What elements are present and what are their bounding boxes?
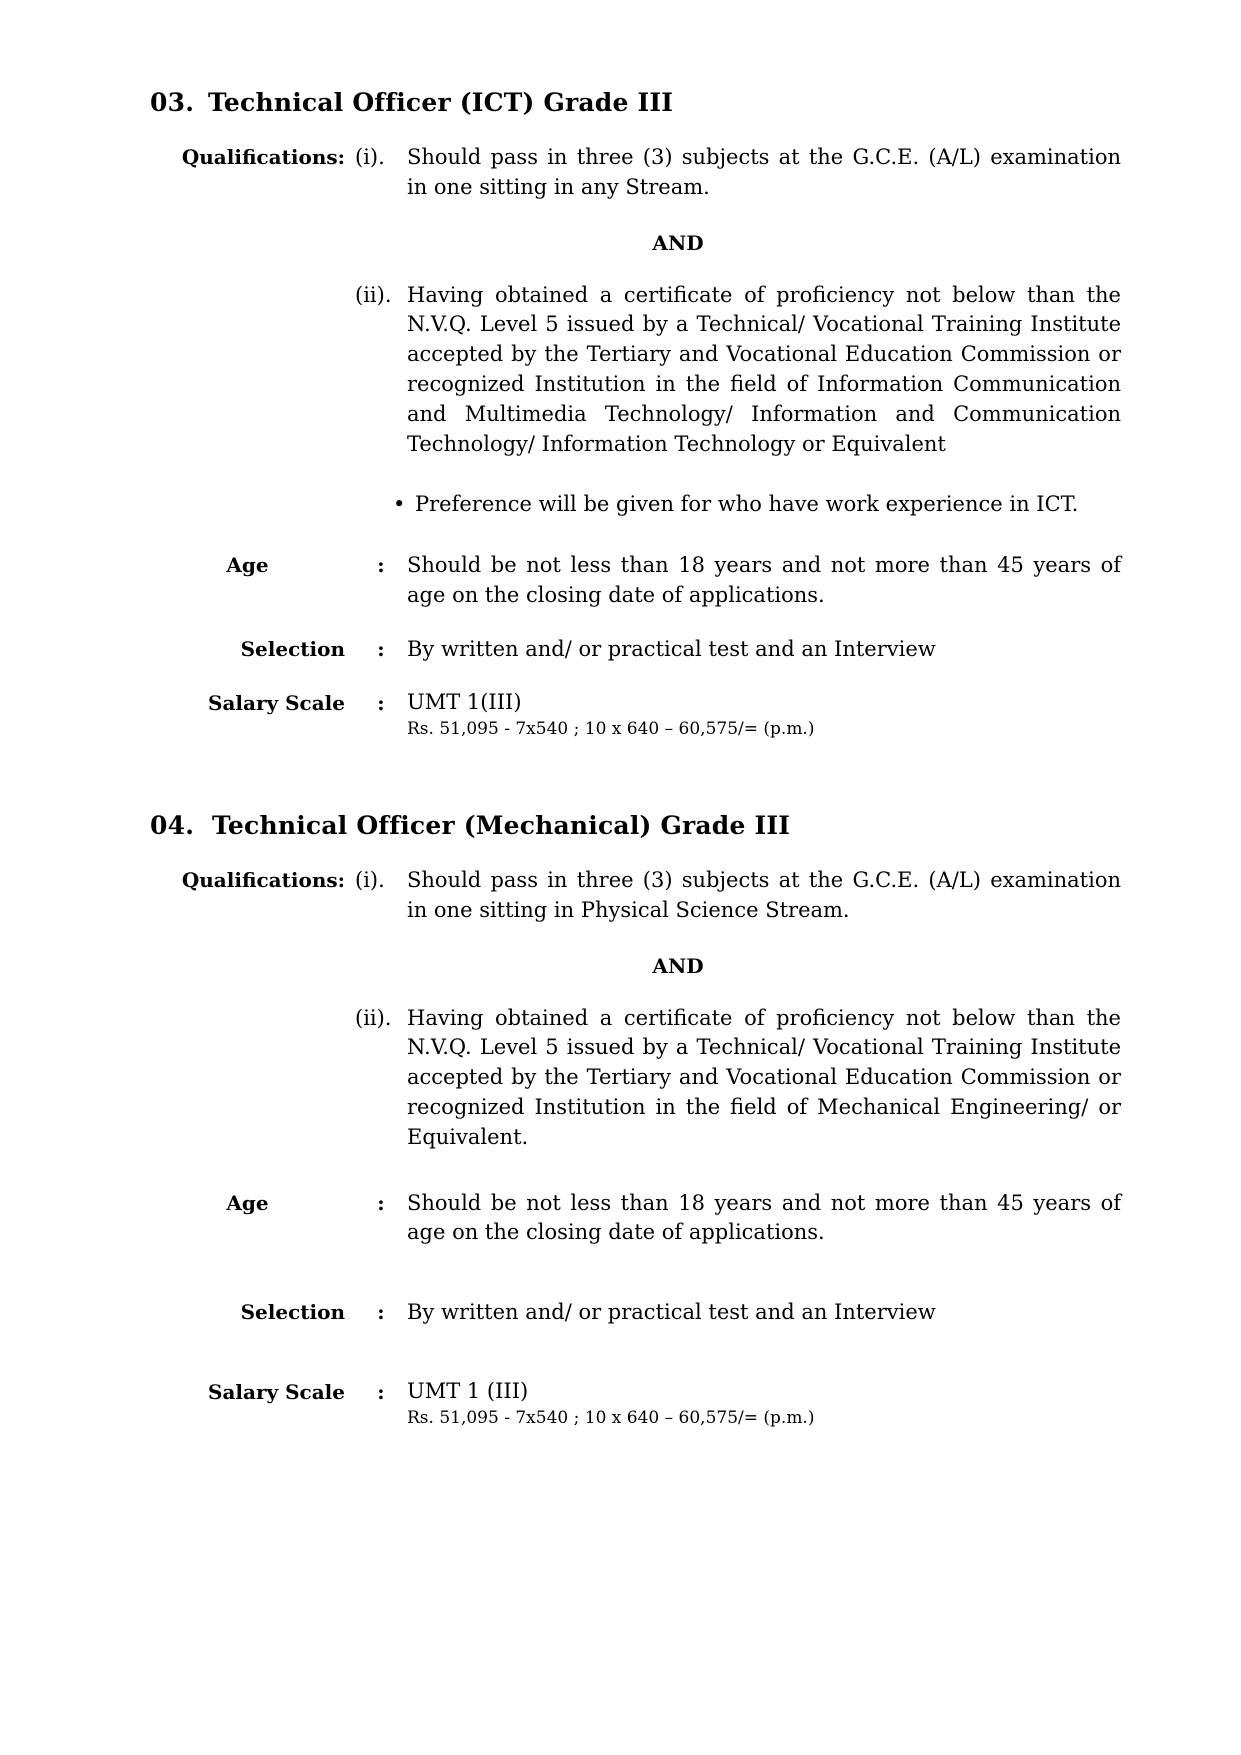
selection-value: By written and/ or practical test and an Interview (407, 1300, 936, 1325)
salary-grade: UMT 1 (III) (407, 1379, 529, 1404)
qualifications-row (140, 866, 1121, 1153)
row-colon: : (377, 636, 385, 661)
section-number: 03. (150, 88, 195, 117)
qualifications-label: Qualifications: (181, 867, 345, 892)
section-title-text: Technical Officer (Mechanical) Grade III (212, 810, 791, 840)
qualification-item (355, 143, 1121, 203)
qualification-marker: (ii). (355, 1005, 392, 1030)
section-heading (150, 811, 1121, 840)
salary-detail: Rs. 51,095 - 7x540 ; 10 x 640 – 60,575/= (p.m.) (407, 719, 815, 740)
and-connector: AND (652, 230, 704, 255)
qualifications-block (355, 866, 1121, 1153)
salary-row (140, 689, 1121, 741)
row-colon: : (377, 1190, 385, 1215)
section-title-text: Technical Officer (ICT) Grade III (208, 88, 674, 117)
salary-detail: Rs. 51,095 - 7x540 ; 10 x 640 – 60,575/= (p.m.) (407, 1408, 815, 1429)
qualification-item (355, 281, 1121, 460)
salary-row (140, 1378, 1121, 1430)
qualification-marker: (i). (355, 145, 385, 169)
qualification-item (355, 866, 1121, 926)
preference-text: Preference will be given for who have work experience in ICT. (415, 491, 1079, 516)
section-heading (150, 88, 1121, 117)
qualification-marker: (ii). (355, 282, 392, 307)
job-section-mechanical (140, 811, 1121, 1430)
qualification-text: Should pass in three (3) subjects at the G.C.E. (A/L) examination in one sitting in any Stream. (407, 145, 1121, 199)
row-colon: : (377, 1300, 385, 1325)
job-section-ict (140, 88, 1121, 741)
qualification-marker: (i). (355, 867, 385, 892)
age-label: Age (226, 553, 269, 578)
age-row (140, 551, 1121, 611)
row-colon: : (377, 553, 385, 578)
qualifications-block (355, 143, 1121, 545)
age-row (140, 1189, 1121, 1249)
bullet-icon: • (393, 491, 406, 516)
qualifications-label: Qualifications: (181, 145, 345, 169)
and-connector: AND (652, 953, 704, 978)
qualifications-row (140, 143, 1121, 545)
age-value: Should be not less than 18 years and not more than 45 years of age on the closing date of applications. (407, 553, 1121, 608)
selection-label: Selection (240, 636, 345, 661)
salary-value-block (407, 1378, 1121, 1430)
salary-label: Salary Scale (208, 1380, 345, 1405)
section-number: 04. (150, 810, 195, 840)
salary-grade: UMT 1(III) (407, 689, 522, 714)
preference-bullet (355, 490, 1121, 520)
salary-value-block (407, 689, 1121, 741)
qualification-item (355, 1004, 1121, 1153)
selection-value: By written and/ or practical test and an Interview (407, 636, 936, 661)
qualification-text: Having obtained a certificate of proficiency not below than the N.V.Q. Level 5 issued by a Technical/ Vocational Training Institute accepted by the Tertiary and Vocational Education Commission or recognized Institution in the field of Information Communication and Multimedia Technology/ Information and Communication Technology/ Information Technology or Equivalent (407, 282, 1121, 456)
salary-label: Salary Scale (208, 690, 345, 715)
selection-label: Selection (240, 1300, 345, 1325)
row-colon: : (377, 690, 385, 715)
selection-row (140, 635, 1121, 665)
row-colon: : (377, 1380, 385, 1405)
qualification-text: Should pass in three (3) subjects at the G.C.E. (A/L) examination in one sitting in Physical Science Stream. (407, 867, 1121, 922)
selection-row (140, 1298, 1121, 1328)
qualification-text: Having obtained a certificate of proficiency not below than the N.V.Q. Level 5 issued by a Technical/ Vocational Training Institute accepted by the Tertiary and Vocational Education Commission or recognized Institution in the field of Mechanical Engineering/ or Equivalent. (407, 1005, 1121, 1149)
age-label: Age (226, 1190, 269, 1215)
age-value: Should be not less than 18 years and not more than 45 years of age on the closing date of applications. (407, 1190, 1121, 1245)
